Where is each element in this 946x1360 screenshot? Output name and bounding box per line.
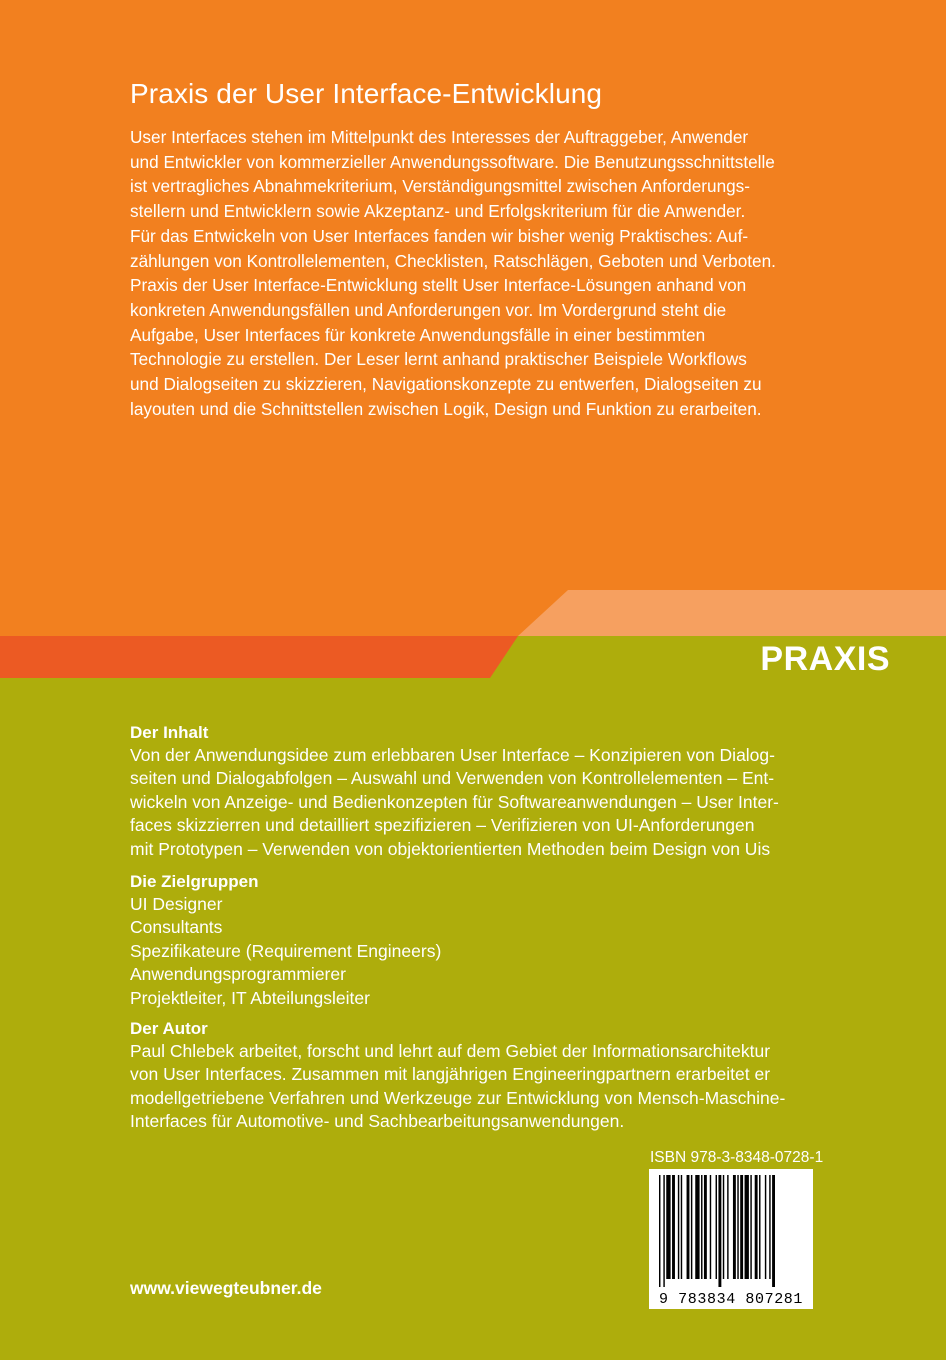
summary-line: und Dialogseiten zu skizzieren, Navigationskonzepte zu entwerfen, Dialogseiten zu xyxy=(130,374,762,395)
barcode-bar xyxy=(772,1175,775,1287)
summary-line: konkreten Anwendungsfällen und Anforderungen vor. Im Vordergrund steht die xyxy=(130,299,727,320)
author-heading: Der Autor xyxy=(130,1019,208,1038)
summary-line: Praxis der User Interface-Entwicklung stellt User Interface-Lösungen anhand von xyxy=(130,275,747,296)
target-group-item: Projektleiter, IT Abteilungsleiter xyxy=(130,987,370,1008)
barcode-digits: 9 783834 807281 xyxy=(658,1291,804,1308)
barcode-bar xyxy=(663,1175,664,1287)
barcode-bar xyxy=(701,1175,702,1279)
barcode xyxy=(649,1169,813,1309)
barcode-bar xyxy=(678,1175,679,1279)
content-line: mit Prototypen – Verwenden von objektorientierten Methoden beim Design von Uis xyxy=(130,838,771,859)
summary-line: User Interfaces stehen im Mittelpunkt des Interesses der Auftraggeber, Anwender xyxy=(130,127,749,147)
barcode-bar xyxy=(740,1175,743,1279)
summary-line: Technologie zu erstellen. Der Leser lernt anhand praktischer Beispiele Workflows xyxy=(130,349,747,370)
summary-line: stellern und Entwicklern sowie Akzeptanz- und Erfolgskriterium für die Anwender. xyxy=(130,201,746,222)
summary-line: zählungen von Kontrollelementen, Checklisten, Ratschlägen, Geboten und Verboten. xyxy=(130,250,776,271)
barcode-bar xyxy=(750,1175,751,1279)
barcode-bar xyxy=(659,1175,660,1287)
content-line: faces skizzierren und detailliert spezifizieren – Verifizieren von UI-Anforderungen xyxy=(130,815,755,836)
summary-line: Aufgabe, User Interfaces für konkrete Anwendungsfälle in einer bestimmten xyxy=(130,324,706,345)
barcode-bar xyxy=(710,1175,711,1279)
book-title: Praxis der User Interface-Entwicklung xyxy=(130,78,603,109)
barcode-bar xyxy=(755,1175,758,1279)
barcode-bar xyxy=(704,1175,707,1279)
content-line: Von der Anwendungsidee zum erlebbaren User Interface – Konzipieren von Dialog- xyxy=(130,745,775,765)
barcode-bar xyxy=(718,1175,721,1287)
book-summary xyxy=(130,125,850,421)
content-heading: Der Inhalt xyxy=(130,723,209,742)
author-line: Interfaces für Automotive- und Sachbearbeitungsanwendungen. xyxy=(130,1111,625,1132)
summary-line: layouten und die Schnittstellen zwischen Logik, Design und Funktion zu erarbeiten. xyxy=(130,398,762,419)
author-line: von User Interfaces. Zusammen mit langjährigen Engineeringpartnern erarbeitet er xyxy=(130,1064,771,1085)
content-line: wickeln von Anzeige- und Bedienkonzepten für Softwareanwendungen – User Inter- xyxy=(130,791,779,812)
publisher-website[interactable]: www.viewegteubner.de xyxy=(130,1278,322,1298)
barcode-bars xyxy=(659,1175,775,1287)
summary-line: ist vertragliches Abnahmekriterium, Verständigungsmittel zwischen Anforderungs- xyxy=(130,176,750,197)
content-section xyxy=(130,722,870,861)
content-line: seiten und Dialogabfolgen – Auswahl und Verwenden von Kontrollelementen – Ent- xyxy=(130,768,775,789)
barcode-bar xyxy=(727,1175,728,1279)
barcode-bar xyxy=(759,1175,760,1279)
author-line: Paul Chlebek arbeitet, forscht und lehrt auf dem Gebiet der Informationsarchitektur xyxy=(130,1041,771,1061)
target-groups-heading: Die Zielgruppen xyxy=(130,872,259,891)
target-group-item: UI Designer xyxy=(130,894,223,914)
barcode-bar xyxy=(666,1175,670,1279)
summary-line: und Entwickler von kommerzieller Anwendungssoftware. Die Benutzungsschnittstelle xyxy=(130,151,775,172)
barcode-bar xyxy=(681,1175,682,1279)
barcode-bar xyxy=(672,1175,675,1279)
barcode-bar xyxy=(695,1175,699,1279)
target-group-item: Spezifikateure (Requirement Engineers) xyxy=(130,940,442,961)
barcode-bar xyxy=(716,1175,717,1279)
target-groups-section xyxy=(130,871,870,1010)
barcode-bar xyxy=(765,1175,766,1279)
band-light-orange xyxy=(518,590,946,636)
barcode-bar xyxy=(687,1175,690,1279)
barcode-bar xyxy=(733,1175,736,1279)
target-group-item: Anwendungsprogrammierer xyxy=(130,964,346,985)
author-section xyxy=(130,1018,870,1134)
series-label: PRAXIS xyxy=(760,640,890,678)
band-red-orange xyxy=(0,636,540,678)
isbn-number: ISBN 978-3-8348-0728-1 xyxy=(650,1149,824,1166)
barcode-bar xyxy=(723,1175,724,1279)
barcode-bar xyxy=(745,1175,749,1279)
summary-line: Für das Entwickeln von User Interfaces fanden wir bisher wenig Praktisches: Auf- xyxy=(130,225,749,246)
author-line: modellgetriebene Verfahren und Werkzeuge zur Entwicklung von Mensch-Maschine- xyxy=(130,1087,786,1108)
barcode-bar xyxy=(769,1175,770,1279)
barcode-bar xyxy=(691,1175,692,1279)
target-group-item: Consultants xyxy=(130,917,223,938)
barcode-bar xyxy=(737,1175,738,1279)
